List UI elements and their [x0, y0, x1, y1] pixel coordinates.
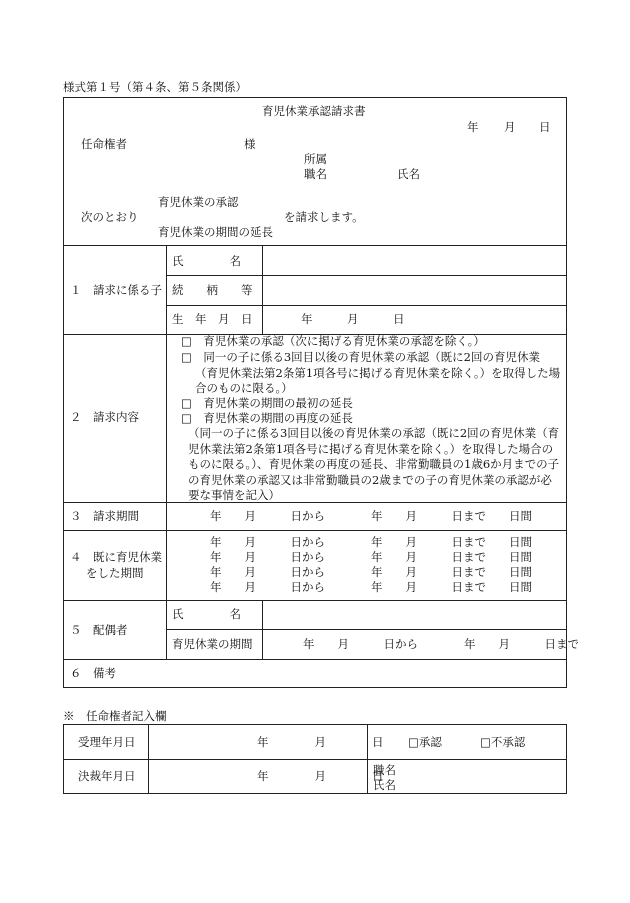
spouse-name-label: 氏 名 — [172, 607, 241, 621]
past-leave-period: 年 月 日から 年 月 日まで 日間 — [210, 550, 532, 564]
section4-label-line2: をした期間 — [86, 566, 144, 580]
applicant-name: 氏名 — [397, 167, 420, 181]
request-option-approval: 育児休業の承認 — [158, 195, 239, 209]
request-prefix: 次のとおり — [81, 210, 139, 224]
past-leave-period: 年 月 日から 年 月 日まで 日間 — [210, 535, 532, 549]
header-date-day: 日 — [539, 120, 551, 134]
applicant-position: 職名 — [304, 167, 327, 181]
receipt-date-label: 受理年月日 — [78, 735, 136, 749]
request-item-first-extension: □ 育児休業の期間の最初の延長 — [181, 396, 353, 410]
addressee-label: 任命権者 — [81, 137, 127, 151]
past-leave-period: 年 月 日から 年 月 日まで 日間 — [210, 565, 532, 579]
request-item-second-extension: □ 育児休業の期間の再度の延長 — [181, 411, 353, 425]
header-date-year: 年 — [467, 120, 479, 134]
approver-position: 職名 — [373, 763, 396, 777]
receipt-date-value: 年 月 日 — [257, 735, 384, 749]
addressee-honorific: 様 — [244, 137, 256, 151]
request-period: 年 月 日から 年 月 日まで 日間 — [210, 509, 532, 523]
child-birth-label: 生 年 月 日 — [172, 312, 253, 326]
section1-label: １ 請求に係る子 — [70, 283, 162, 297]
request-item-approval: □ 育児休業の承認（次に掲げる育児休業の承認を除く。） — [181, 334, 485, 348]
past-leave-period: 年 月 日から 年 月 日まで 日間 — [210, 580, 532, 594]
request-item-third-approval-text: □ 同一の子に係る3回目以後の育児休業の承認（既に2回の育児休業（育児休業法第2条第1項各号に掲げる育児休業を除く。）を取得した場合のものに限る。） — [181, 350, 561, 396]
section5-label: ５ 配偶者 — [70, 623, 128, 637]
section4-label-line1: ４ 既に育児休業 — [70, 550, 162, 564]
section6-label: ６ 備考 — [70, 666, 116, 680]
section2-label: ２ 請求内容 — [70, 410, 139, 424]
disapprove-checkbox[interactable]: □不承認 — [480, 735, 526, 749]
request-item-third-approval — [181, 350, 561, 397]
spouse-leave-period-label: 育児休業の期間 — [172, 637, 253, 651]
child-name-label: 氏 名 — [172, 254, 241, 268]
approver-name: 氏名 — [373, 778, 396, 792]
form-title: 育児休業承認請求書 — [262, 104, 366, 118]
child-birth-value: 年 月 日 — [301, 312, 405, 326]
child-relation-label: 続 柄 等 — [172, 283, 253, 297]
authority-heading: ※ 任命権者記入欄 — [63, 709, 167, 723]
request-reason-note: （同一の子に係る3回目以後の育児休業の承認（既に2回の育児休業（育児休業法第2条第1項各号に掲げる育児休業を除く。）を取得した場合のものに限る。）、育児休業の再度の延長、非常勤職員の1歳6か月までの子の育児休業の承認又は非常勤職員の2歳までの子の育児休業の承認が必要な事情を記入） — [188, 426, 560, 503]
form-number: 様式第１号（第４条、第５条関係） — [63, 80, 247, 94]
request-suffix: を請求します。 — [284, 210, 364, 224]
section3-label: ３ 請求期間 — [70, 509, 139, 523]
decision-date-label: 決裁年月日 — [78, 769, 136, 783]
spouse-leave-period-value: 年 月 日から 年 月 日まで — [303, 637, 579, 651]
applicant-affiliation: 所属 — [304, 152, 327, 166]
header-date-month: 月 — [504, 120, 516, 134]
request-option-extension: 育児休業の期間の延長 — [158, 225, 273, 239]
approve-checkbox[interactable]: □承認 — [408, 735, 442, 749]
decision-date-value: 年 月 日 — [257, 769, 384, 783]
